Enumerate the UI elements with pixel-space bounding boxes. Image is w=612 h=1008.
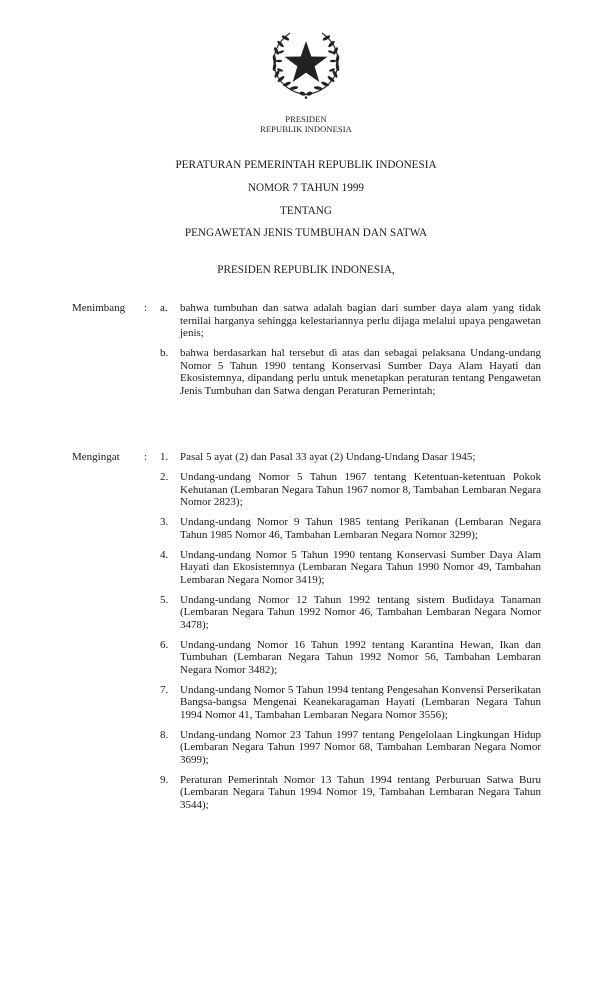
item-marker: 7. (160, 683, 169, 696)
item-text: Undang-undang Nomor 5 Tahun 1990 tentang Konservasi Sumber Daya Alam Hayati dan Ekosistemnya (Lembaran Negara Tahun 1990 Nomor 49, Tambahan Lembaran Negara Nomor 3419); (180, 548, 541, 586)
mengingat-list (160, 451, 541, 819)
item-text: Undang-undang Nomor 9 Tahun 1985 tentang Perikanan (Lembaran Negara Tahun 1985 Nomor 46, Tambahan Lembaran Negara Nomor 3299); (180, 516, 541, 541)
president-heading: PRESIDEN REPUBLIK INDONESIA, (217, 264, 395, 276)
list-item (160, 639, 541, 677)
item-text: Peraturan Pemerintah Nomor 13 Tahun 1994 tentang Perburuan Satwa Buru (Lembaran Negara Tahun 1994 Nomor 19, Tambahan Lembaran Negara Tahun 3544); (180, 773, 541, 811)
list-item (160, 729, 541, 767)
list-item (160, 684, 541, 722)
item-marker: b. (160, 347, 169, 359)
letterhead-line-2: REPUBLIK INDONESIA (260, 124, 352, 134)
item-marker: 3. (160, 516, 169, 528)
list-item (160, 774, 541, 812)
list-item (160, 594, 541, 632)
menimbang-list (160, 302, 541, 405)
list-item (160, 516, 541, 541)
letterhead-line-1: PRESIDEN (285, 114, 327, 124)
section-colon: : (144, 451, 148, 463)
list-item (160, 347, 541, 397)
item-marker: 8. (160, 728, 169, 741)
title-number-year: NOMOR 7 TAHUN 1999 (247, 181, 365, 194)
section-label: Menimbang (72, 302, 126, 314)
list-item (160, 451, 541, 464)
item-text: bahwa tumbuhan dan satwa adalah bagian dari sumber daya alam yang tidak ternilai harganya sehingga kelestariannya perlu dijaga melalui upaya pengawetan jenis; (180, 302, 541, 339)
section-colon: : (144, 302, 148, 314)
title-tentang: TENTANG (280, 204, 332, 217)
item-text: Undang-undang Nomor 5 Tahun 1967 tentang Ketentuan-ketentuan Pokok Kehutanan (Lembaran Negara Tahun 1967 nomor 8, Tambahan Lembaran Negara Nomor 2823); (180, 471, 541, 508)
title-subject: PENGAWETAN JENIS TUMBUHAN DAN SATWA (184, 227, 428, 240)
title-regulation-type: PERATURAN PEMERINTAH REPUBLIK INDONESIA (175, 159, 437, 171)
item-marker: a. (160, 302, 168, 314)
item-text: Undang-undang Nomor 5 Tahun 1994 tentang Pengesahan Konvensi Perserikatan Bangsa-bangsa Mengenai Keanekaragaman Hayati (Lembaran Negara Tahun 1994 Nomor 41, Tambahan Lembaran Negara Nomor 3556); (180, 683, 541, 721)
section-label: Mengingat (72, 451, 120, 463)
list-item (160, 471, 541, 509)
item-marker: 6. (160, 638, 169, 651)
item-marker: 1. (160, 451, 169, 463)
regulation-title (0, 160, 612, 251)
item-text: Undang-undang Nomor 23 Tahun 1997 tentang Pengelolaan Lingkungan Hidup (Lembaran Negara Tahun 1997 Nomor 68, Tambahan Lembaran Negara Nomor 3699); (180, 728, 541, 766)
item-marker: 2. (160, 471, 169, 483)
item-text: bahwa berdasarkan hal tersebut di atas dan sebagai pelaksana Undang-undang Nomor 5 Tahun 1990 tentang Konservasi Sumber Daya Alam Hayati dan Ekosistemnya, dipandang perlu untuk menetapkan peraturan tentang Pengawetan Jenis Tumbuhan dan Satwa dengan Peraturan Pemerintah; (180, 347, 541, 397)
item-marker: 9. (160, 773, 169, 786)
item-text: Undang-undang Nomor 16 Tahun 1992 tentang Karantina Hewan, Ikan dan Tumbuhan (Lembaran Negara Tahun 1992 Nomor 56, Tambahan Lembaran Negara Nomor 3482); (180, 638, 541, 676)
item-marker: 4. (160, 548, 169, 561)
list-item (160, 302, 541, 340)
item-text: Undang-undang Nomor 12 Tahun 1992 tentang sistem Budidaya Tanaman (Lembaran Negara Tahun 1992 Nomor 46, Tambahan Lembaran Negara Nomor 3478); (180, 593, 541, 631)
list-item (160, 549, 541, 587)
presidential-seal-icon (266, 24, 346, 104)
item-text: Pasal 5 ayat (2) dan Pasal 33 ayat (2) Undang-Undang Dasar 1945; (180, 451, 476, 463)
item-marker: 5. (160, 593, 169, 606)
